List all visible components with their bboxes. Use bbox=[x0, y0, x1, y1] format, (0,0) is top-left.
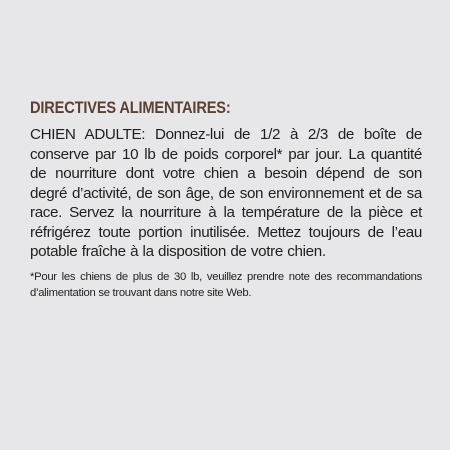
feeding-directives-footnote: *Pour les chiens de plus de 30 lb, veuillez prendre note des recommandations d’alimentation se trouvant dans notre site Web. bbox=[30, 270, 422, 299]
feeding-directives-body: CHIEN ADULTE: Donnez-lui de 1/2 à 2/3 de boîte de conserve par 10 lb de poids corporel* par jour. La quantité de nourriture dont votre chien a besoin dépend de son degré d’activité, de son âge, de son environnement et de sa race. Servez la nourriture à la température de la pièce et réfrigérez toute portion inutilisée. Mettez toujours de l’eau potable fraîche à la disposition de votre chien. bbox=[30, 126, 422, 260]
feeding-directives-panel bbox=[30, 97, 422, 301]
feeding-directives-heading: DIRECTIVES ALIMENTAIRES: bbox=[30, 98, 231, 117]
